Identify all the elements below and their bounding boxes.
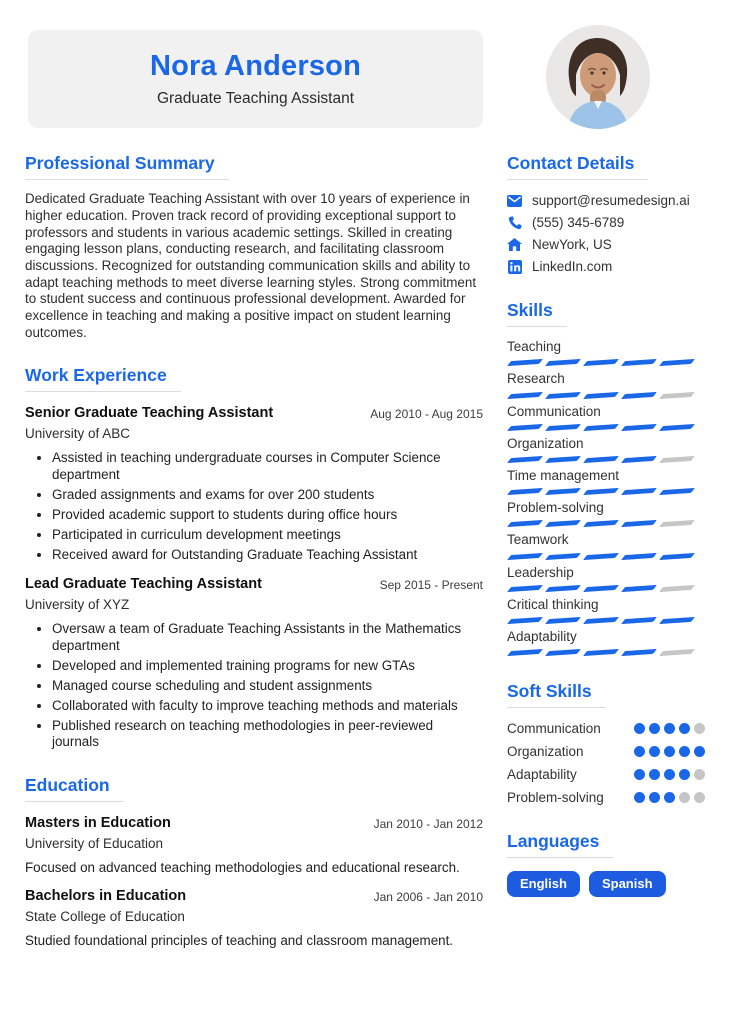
soft-skill-dot-filled: [694, 746, 705, 757]
skill-bar-segment-filled: [583, 520, 619, 527]
section-professional-summary: [25, 153, 483, 341]
skill-name: Organization: [507, 435, 584, 451]
skill-level-bar: [507, 521, 705, 526]
skill-item: [507, 371, 705, 397]
contact-item-email[interactable]: [507, 193, 705, 208]
skill-bar-segment-filled: [507, 617, 543, 624]
soft-skill-level-dots: [634, 723, 705, 734]
skill-item: [507, 339, 705, 365]
skill-bar-segment-filled: [621, 649, 657, 656]
soft-skills-list: [507, 721, 705, 805]
section-languages: [507, 831, 705, 897]
skill-bar-segment-filled: [659, 424, 695, 431]
skill-name: Communication: [507, 403, 601, 419]
skill-bar-segment-filled: [545, 552, 581, 559]
main-column: [25, 153, 483, 948]
skill-bar-segment-filled: [507, 649, 543, 656]
soft-skill-dot-filled: [649, 746, 660, 757]
job-bullet-list: [25, 621, 483, 751]
contact-item-location: [507, 237, 705, 252]
education-description: Studied foundational principles of teaching and classroom management.: [25, 932, 454, 948]
header-row: [0, 0, 730, 129]
contact-item-linkedin[interactable]: [507, 259, 705, 274]
skill-bar-segment-filled: [583, 424, 619, 431]
section-skills: [507, 300, 705, 655]
skill-bar-segment-empty: [659, 649, 695, 656]
soft-skill-level-dots: [634, 746, 705, 757]
linkedin-icon: [507, 259, 522, 274]
skill-bar-segment-filled: [583, 617, 619, 624]
soft-skill-level-dots: [634, 769, 705, 780]
skill-bar-segment-filled: [659, 488, 695, 495]
job-bullet: • Graded assignments and exams for over 200 students: [52, 487, 483, 504]
skill-bar-segment-filled: [545, 649, 581, 656]
soft-skill-dot-empty: [694, 792, 705, 803]
skill-bar-segment-filled: [583, 359, 619, 366]
soft-skill-level-dots: [634, 792, 705, 803]
skill-bar-segment-filled: [583, 456, 619, 463]
languages-heading: Languages: [507, 831, 613, 858]
content-columns: [0, 153, 730, 948]
skill-bar-segment-filled: [545, 392, 581, 399]
skill-item: [507, 436, 705, 462]
job-bullet: • Collaborated with faculty to improve teaching methods and materials: [52, 698, 483, 715]
skill-bar-segment-empty: [659, 520, 695, 527]
skill-bar-segment-filled: [621, 617, 657, 624]
education-heading: Education: [25, 775, 124, 802]
skill-level-bar: [507, 586, 705, 591]
soft-skill-dot-filled: [649, 723, 660, 734]
job-bullet: • Received award for Outstanding Graduate Teaching Assistant: [52, 547, 483, 564]
skill-name: Critical thinking: [507, 596, 599, 612]
skill-bar-segment-empty: [659, 392, 695, 399]
summary-text: Dedicated Graduate Teaching Assistant with over 10 years of experience in higher education. Proven track record of providing exceptional support to professors and students in various academic settings. Skilled in creating engaging lesson plans, conducting research, and facilitating classroom discussions. Recognized for outstanding communication skills and ability to adapt teaching methods to meet diverse learning styles. Strong commitment to student success and continuous professional development. Awarded for excellence in teaching and making a positive impact on student learning outcomes.: [25, 191, 477, 340]
job-title: Senior Graduate Teaching Assistant: [25, 405, 274, 422]
skill-bar-segment-filled: [659, 552, 695, 559]
candidate-title: Graduate Teaching Assistant: [156, 90, 355, 107]
job-bullet-list: [25, 450, 483, 563]
skill-bar-segment-filled: [507, 424, 543, 431]
skill-bar-segment-filled: [621, 552, 657, 559]
job-bullet: • Participated in curriculum development meetings: [52, 527, 483, 544]
home-icon: [507, 237, 522, 252]
skill-name: Leadership: [507, 564, 574, 580]
soft-skill-name: Communication: [507, 721, 601, 737]
skills-heading: Skills: [507, 300, 567, 327]
education-dates: Jan 2006 - Jan 2010: [373, 890, 483, 905]
skill-bar-segment-filled: [621, 456, 657, 463]
skill-bar-segment-filled: [507, 552, 543, 559]
candidate-name: Nora Anderson: [150, 50, 361, 82]
job-bullet: • Assisted in teaching undergraduate courses in Computer Science department: [52, 450, 483, 484]
job-dates: Sep 2015 - Present: [379, 578, 483, 593]
skill-name: Teaching: [507, 339, 562, 355]
skill-bar-segment-empty: [659, 456, 695, 463]
skill-item: [507, 629, 705, 655]
skill-bar-segment-filled: [583, 649, 619, 656]
soft-skill-name: Problem-solving: [507, 790, 604, 806]
education-entry: [25, 815, 483, 875]
soft-skill-dot-filled: [649, 792, 660, 803]
skills-list: [507, 339, 705, 655]
skill-bar-segment-filled: [659, 359, 695, 366]
skill-level-bar: [507, 360, 705, 365]
soft-skill-item: [507, 721, 705, 736]
profile-photo-illustration: [546, 25, 650, 129]
skill-bar-segment-filled: [621, 359, 657, 366]
skill-name: Time management: [507, 468, 620, 483]
skill-bar-segment-filled: [621, 520, 657, 527]
skill-item: [507, 500, 705, 526]
phone-icon: [507, 215, 522, 230]
job-bullet: • Provided academic support to students during office hours: [52, 507, 483, 524]
skill-level-bar: [507, 618, 705, 623]
skill-bar-segment-filled: [621, 424, 657, 431]
soft-skill-dot-filled: [634, 723, 645, 734]
skill-level-bar: [507, 425, 705, 430]
section-education: [25, 775, 483, 947]
skill-bar-segment-filled: [545, 585, 581, 592]
job-title: Lead Graduate Teaching Assistant: [25, 576, 262, 593]
skill-bar-segment-filled: [621, 488, 657, 495]
skill-item: [507, 468, 705, 494]
soft-skill-dot-empty: [694, 723, 705, 734]
skill-item: [507, 532, 705, 558]
degree-title: Masters in Education: [25, 815, 171, 832]
soft-skill-dot-empty: [694, 769, 705, 780]
education-entry: [25, 888, 483, 948]
contact-text: NewYork, US: [532, 237, 612, 253]
soft-skill-dot-filled: [679, 746, 690, 757]
soft-skill-dot-empty: [679, 792, 690, 803]
header-card: [28, 30, 483, 128]
skill-bar-segment-filled: [545, 456, 581, 463]
skill-bar-segment-filled: [583, 552, 619, 559]
soft-skill-item: [507, 790, 705, 805]
skill-name: Teamwork: [507, 532, 569, 548]
skill-bar-segment-filled: [583, 392, 619, 399]
language-badge: Spanish: [589, 871, 666, 897]
soft-skill-dot-filled: [664, 746, 675, 757]
degree-title: Bachelors in Education: [25, 888, 187, 905]
section-work-experience: [25, 365, 483, 751]
soft-skill-dot-filled: [649, 769, 660, 780]
contact-text: support@resumedesign.ai: [532, 193, 690, 209]
contact-item-phone[interactable]: [507, 215, 705, 230]
skill-level-bar: [507, 393, 705, 398]
skill-bar-segment-filled: [583, 585, 619, 592]
soft-skill-dot-filled: [664, 792, 675, 803]
skill-level-bar: [507, 489, 705, 494]
job-bullet: • Oversaw a team of Graduate Teaching Assistants in the Mathematics department: [52, 621, 483, 655]
skill-bar-segment-filled: [545, 359, 581, 366]
soft-skill-dot-filled: [664, 723, 675, 734]
skill-item: [507, 404, 705, 430]
skill-bar-segment-filled: [545, 617, 581, 624]
job-entry: [25, 576, 483, 751]
job-entry-header: [25, 405, 483, 422]
soft-skill-dot-filled: [634, 769, 645, 780]
skill-name: Research: [507, 371, 565, 387]
skill-name: Problem-solving: [507, 500, 604, 516]
skill-bar-segment-filled: [507, 359, 543, 366]
skill-level-bar: [507, 650, 705, 655]
skill-bar-segment-filled: [507, 392, 543, 399]
education-description: Focused on advanced teaching methodologies and educational research.: [25, 860, 460, 876]
skill-bar-segment-filled: [545, 488, 581, 495]
skill-bar-segment-filled: [621, 585, 657, 592]
skill-name: Adaptability: [507, 628, 577, 644]
education-dates: Jan 2010 - Jan 2012: [373, 817, 483, 832]
skill-bar-segment-filled: [545, 424, 581, 431]
skill-item: [507, 597, 705, 623]
education-entry-header: [25, 888, 483, 905]
skill-item: [507, 565, 705, 591]
job-bullet: • Developed and implemented training programs for new GTAs: [52, 658, 483, 675]
school-name: University of Education: [25, 836, 164, 852]
job-entry: [25, 405, 483, 563]
school-name: State College of Education: [25, 908, 185, 924]
sidebar-column: [507, 153, 705, 948]
contact-list: [507, 193, 705, 274]
work-heading: Work Experience: [25, 365, 181, 392]
education-entry-header: [25, 815, 483, 832]
soft-skill-dot-filled: [664, 769, 675, 780]
skill-bar-segment-filled: [583, 488, 619, 495]
skill-level-bar: [507, 554, 705, 559]
skill-bar-segment-filled: [621, 392, 657, 399]
soft-skills-heading: Soft Skills: [507, 681, 606, 708]
contact-heading: Contact Details: [507, 153, 648, 180]
job-entry-header: [25, 576, 483, 593]
job-company: University of ABC: [25, 426, 131, 442]
job-dates: Aug 2010 - Aug 2015: [370, 407, 483, 422]
language-pills: [507, 871, 705, 897]
language-badge: English: [507, 871, 580, 897]
skill-bar-segment-filled: [507, 488, 543, 495]
summary-heading: Professional Summary: [25, 153, 229, 180]
skill-level-bar: [507, 457, 705, 462]
soft-skill-item: [507, 744, 705, 759]
skill-bar-segment-filled: [507, 585, 543, 592]
soft-skill-dot-filled: [634, 746, 645, 757]
email-icon: [507, 193, 522, 208]
skill-bar-segment-filled: [507, 520, 543, 527]
soft-skill-dot-filled: [679, 723, 690, 734]
section-soft-skills: [507, 681, 705, 805]
section-contact-details: [507, 153, 705, 274]
soft-skill-item: [507, 767, 705, 782]
contact-text: (555) 345-6789: [532, 215, 625, 231]
soft-skill-name: Organization: [507, 744, 584, 760]
skill-bar-segment-filled: [507, 456, 543, 463]
job-bullet: • Managed course scheduling and student assignments: [52, 678, 483, 695]
skill-bar-segment-filled: [659, 617, 695, 624]
soft-skill-dot-filled: [634, 792, 645, 803]
soft-skill-dot-filled: [679, 769, 690, 780]
job-bullet: • Published research on teaching methodologies in peer-reviewed journals: [52, 718, 483, 752]
soft-skill-name: Adaptability: [507, 767, 577, 783]
skill-bar-segment-empty: [659, 585, 695, 592]
job-company: University of XYZ: [25, 597, 130, 613]
profile-photo: [546, 25, 650, 129]
skill-bar-segment-filled: [545, 520, 581, 527]
contact-text: LinkedIn.com: [532, 259, 613, 275]
